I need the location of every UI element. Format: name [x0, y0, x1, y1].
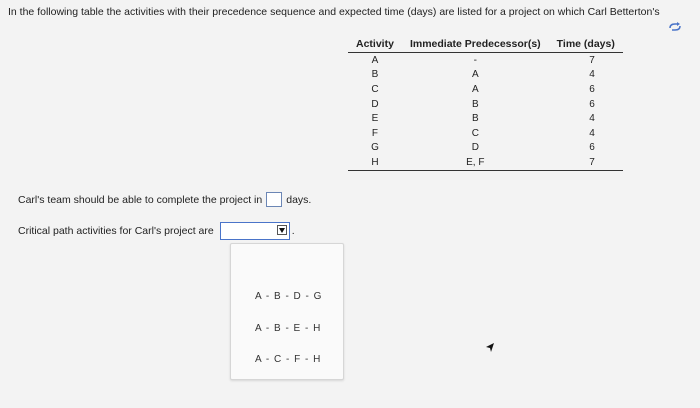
dropdown-arrow-icon[interactable]: [277, 225, 287, 235]
refresh-icon[interactable]: [668, 22, 682, 32]
question-critical-path: [18, 222, 295, 240]
question2-suffix: .: [291, 225, 295, 237]
critical-path-dropdown-menu: [230, 243, 344, 380]
table-row: [348, 126, 623, 141]
table-row: [348, 141, 623, 156]
cell-activity: H: [348, 155, 402, 170]
mouse-cursor-icon: [484, 342, 496, 354]
completion-days-input[interactable]: [266, 192, 282, 207]
table-row: [348, 111, 623, 126]
dropdown-option-acfh[interactable]: A - C - F - H: [255, 354, 322, 365]
cell-predecessor: B: [471, 113, 479, 125]
table-row: [348, 155, 623, 170]
precedence-table: [348, 36, 623, 171]
dropdown-option-abdg[interactable]: A - B - D - G: [255, 291, 323, 302]
cell-activity: A: [371, 54, 379, 66]
cell-activity: G: [371, 142, 379, 154]
intro-text: In the following table the activities with their precedence sequence and expected time (days) are listed for a project on which Carl Betterton's: [8, 6, 660, 18]
cell-activity: C: [371, 83, 379, 95]
critical-path-select[interactable]: [220, 222, 290, 240]
cell-predecessor: E, F: [402, 155, 549, 170]
cell-predecessor: B: [471, 98, 479, 110]
cell-activity: E: [371, 113, 379, 125]
question1-text: Carl's team should be able to complete the project in: [18, 193, 263, 206]
cell-predecessor: D: [471, 142, 479, 154]
table-row: [348, 53, 623, 68]
cell-activity: D: [371, 98, 379, 110]
cell-time: 6: [589, 98, 595, 110]
header-time: Time (days): [549, 36, 623, 53]
header-activity: Activity: [348, 36, 402, 53]
question-completion-time: [18, 192, 311, 207]
header-predecessor: Immediate Predecessor(s): [402, 36, 549, 53]
cell-predecessor: C: [471, 127, 479, 139]
cell-activity: B: [371, 69, 379, 81]
cell-predecessor: A: [471, 69, 479, 81]
cell-time: 7: [549, 155, 623, 170]
cell-time: 6: [589, 83, 595, 95]
question2-text: Critical path activities for Carl's project are: [18, 225, 214, 237]
table-row: [348, 68, 623, 83]
table-row: [348, 97, 623, 112]
dropdown-option-abeh[interactable]: A - B - E - H: [255, 323, 322, 334]
cell-time: 4: [589, 113, 595, 125]
table-row: [348, 82, 623, 97]
cell-predecessor: A: [471, 83, 479, 95]
cell-activity: F: [371, 127, 379, 139]
cell-time: 6: [589, 142, 595, 154]
question1-suffix: days.: [286, 193, 312, 206]
cell-predecessor: -: [473, 54, 477, 66]
cell-time: 4: [589, 127, 595, 139]
table-header-row: [348, 36, 623, 53]
cell-time: 7: [589, 54, 595, 66]
cell-time: 4: [589, 69, 595, 81]
